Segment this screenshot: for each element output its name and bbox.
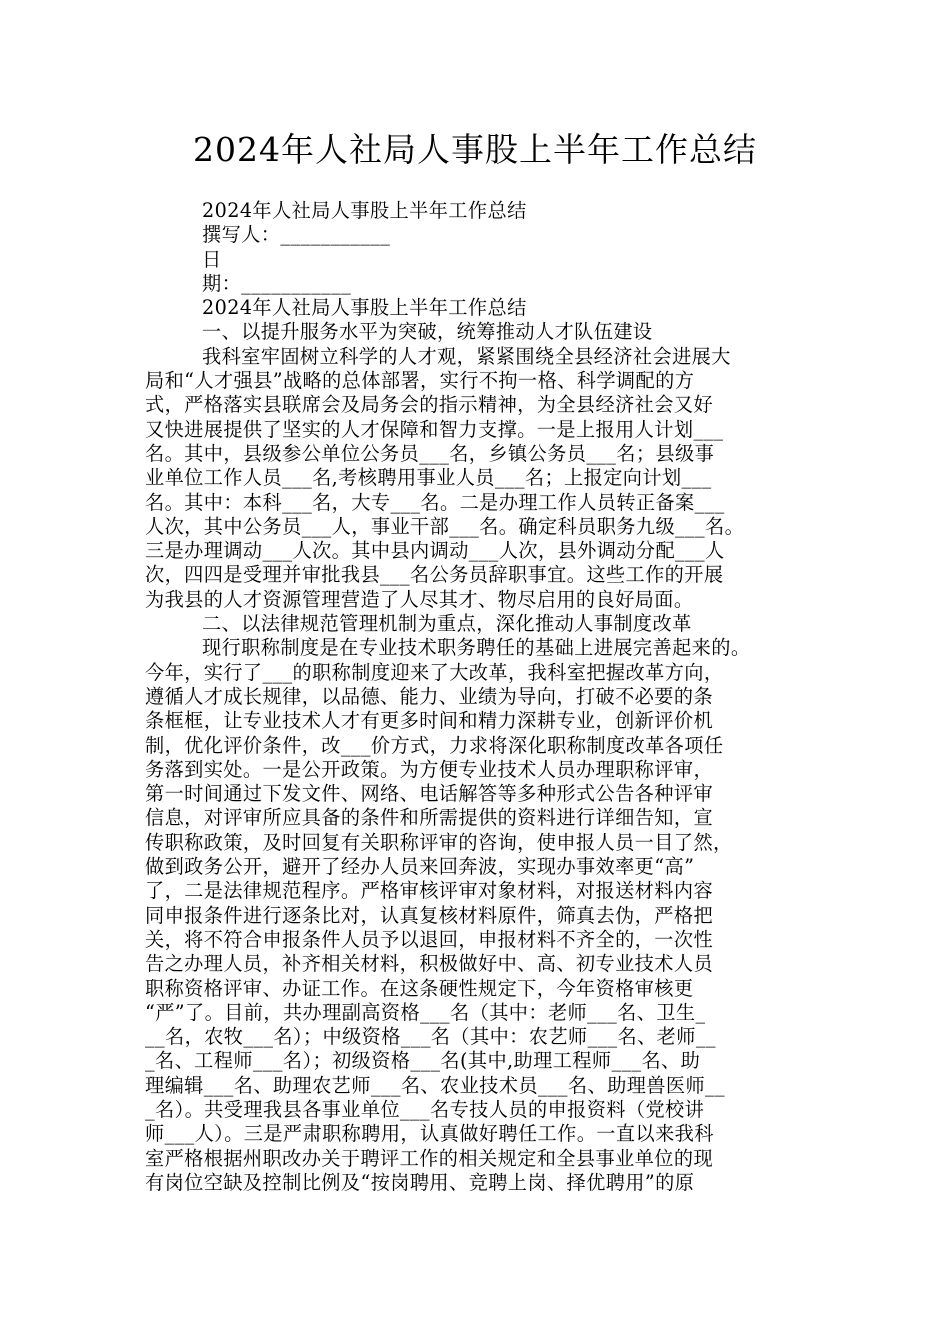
paragraph-line: 制，优化评价条件，改___价方式，力求将深化职称制度改革各项任 (145, 733, 724, 757)
paragraph-line: 业单位工作人员___名,考核聘用事业人员___名；上报定向计划___ (145, 466, 712, 490)
paragraph-line: 务落到实处。一是公开政策。为方便专业技术人员办理职称评审， (145, 757, 714, 781)
date-line-2: 期：___________ (202, 271, 352, 295)
paragraph-line: 人次，其中公务员___人，事业干部___名。确定科员职务九级___名。 (145, 514, 745, 538)
section-1-heading: 一、以提升服务水平为突破，统筹推动人才队伍建设 (202, 320, 653, 344)
paragraph-line: 有岗位空缺及控制比例及“按岗聘用、竞聘上岗、择优聘用”的原 (145, 1170, 695, 1194)
paragraph-line: 为我县的人才资源管理营造了人尽其才、物尽启用的良好局面。 (145, 587, 694, 611)
section-2-heading: 二、以法律规范管理机制为重点，深化推动人事制度改革 (202, 612, 692, 636)
paragraph-line: 室严格根据州职改办关于聘评工作的相关规定和全县事业单位的现 (145, 1146, 714, 1170)
paragraph-line: 职称资格评审、办证工作。在这条硬性规定下，今年资格审核更 (145, 976, 694, 1000)
paragraph-line: 名。其中：本科___名，大专___名。二是办理工作人员转正备案___ (145, 490, 725, 514)
paragraph-line: 现行职称制度是在专业技术职务聘任的基础上进展完善起来的。 (202, 636, 751, 660)
paragraph-line: 告之办理人员，补齐相关材料，积极做好中、高、初专业技术人员 (145, 952, 714, 976)
paragraph-line: 信息，对评审所应具备的条件和所需提供的资料进行详细告知，宣 (145, 806, 714, 830)
paragraph-line: 理编辑___名、助理农艺师___名、农业技术员___名、助理兽医师__ (145, 1073, 726, 1097)
paragraph-line: _名、工程师___名）；初级资格___名(其中,助理工程师___名、助 (145, 1049, 701, 1073)
paragraph-line: 今年，实行了___的职称制度迎来了大改革，我科室把握改革方向， (145, 660, 724, 684)
paragraph-line: “严”了。目前，共办理副高资格___名（其中：老师___名、卫生_ (145, 1000, 706, 1024)
subtitle: 2024年人社局人事股上半年工作总结 (202, 199, 527, 222)
paragraph-line: 遵循人才成长规律，以品德、能力、业绩为导向，打破不必要的条 (145, 684, 714, 708)
paragraph-line: 次，四四是受理并审批我县___名公务员辞职事宜。这些工作的开展 (145, 563, 724, 587)
paragraph-line: 传职称政策，及时回复有关职称评审的咨询，使申报人员一目了然， (145, 830, 733, 854)
paragraph-line: 局和“人才强县”战略的总体部署，实行不拘一格、科学调配的方 (145, 369, 695, 393)
section-2-paragraph (145, 636, 805, 1195)
author-line: 撰写人：___________ (202, 223, 391, 247)
paragraph-line: 第一时间通过下发文件、网络、电话解答等多种形式公告各种评审 (145, 782, 714, 806)
paragraph-line: 三是办理调动___人次。其中县内调动___人次，县外调动分配___人 (145, 539, 725, 563)
paragraph-line: 式，严格落实县联席会及局务会的指示精神，为全县经济社会又好 (145, 393, 714, 417)
document-body (145, 199, 805, 1195)
paragraph-line: 我科室牢固树立科学的人才观，紧紧围绕全县经济社会进展大 (202, 344, 731, 368)
paragraph-line: 师___人）。三是严肃职称聘用，认真做好聘任工作。一直以来我科 (145, 1122, 714, 1146)
document-title: 2024年人社局人事股上半年工作总结 (193, 130, 757, 169)
paragraph-line: 条框框，让专业技术人才有更多时间和精力深耕专业，创新评价机 (145, 709, 714, 733)
paragraph-line: 名。其中，县级参公单位公务员___名，乡镇公务员___名；县级事 (145, 441, 715, 465)
repeat-title: 2024年人社局人事股上半年工作总结 (202, 296, 527, 320)
paragraph-line: 做到政务公开，避开了经办人员来回奔波，实现办事效率更“高” (145, 855, 695, 879)
paragraph-line: 又快进展提供了坚实的人才保障和智力支撑。一是上报用人计划___ (145, 417, 724, 441)
paragraph-line: 同申报条件进行逐条比对，认真复核材料原件，筛真去伪，严格把 (145, 903, 714, 927)
paragraph-line: _名）。共受理我县各事业单位___名专技人员的申报资料（党校讲 (145, 1097, 705, 1121)
paragraph-line: 关，将不符合申报条件人员予以退回，申报材料不齐全的，一次性 (145, 927, 714, 951)
paragraph-line: __名，农牧___名）；中级资格___名（其中：农艺师___名、老师__ (145, 1025, 716, 1049)
date-line-1: 日 (202, 247, 222, 271)
section-1-paragraph (145, 345, 805, 612)
paragraph-line: 了，二是法律规范程序。严格审核评审对象材料，对报送材料内容 (145, 879, 714, 903)
